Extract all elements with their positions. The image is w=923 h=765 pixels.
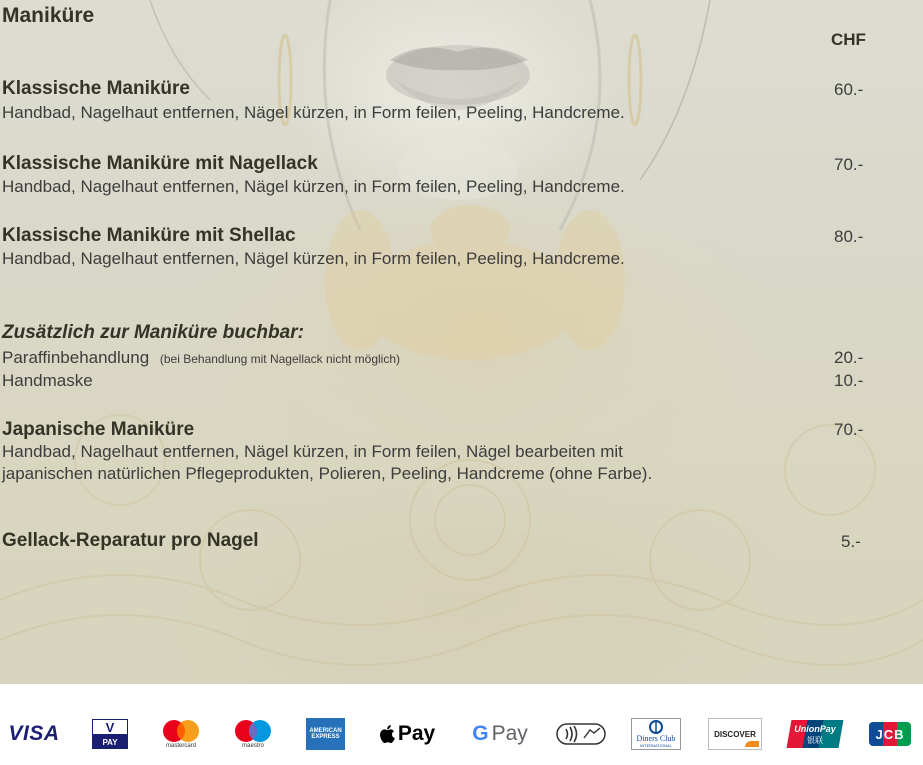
service-description: Handbad, Nagelhaut entfernen, Nägel kürzen, in Form feilen, Nägel bearbeiten mit [2,442,623,461]
payment-methods-bar [0,684,923,765]
apple-pay-icon: Pay [373,718,441,750]
addon-price: 20.- [834,348,864,367]
service-price: 60.- [834,80,864,99]
service-name: Japanische Maniküre [2,419,195,440]
unionpay-icon: UnionPay 银联 [789,718,841,750]
contactless-icon [556,718,608,750]
amex-icon: AMERICAN EXPRESS [306,718,345,750]
currency-header: CHF [831,30,866,49]
addon-item [2,348,400,368]
service-name: Klassische Maniküre [2,78,190,99]
addon-name: Handmaske [2,371,93,390]
service-name: Klassische Maniküre mit Nagellack [2,153,318,174]
addons-heading: Zusätzlich zur Maniküre buchbar: [2,322,304,343]
maestro-icon: maestro [230,718,276,750]
service-description: Handbad, Nagelhaut entfernen, Nägel kürzen, in Form feilen, Peeling, Handcreme. [2,249,625,268]
service-price: 70.- [834,420,864,439]
vpay-icon: V PAY [92,718,128,750]
service-description: Handbad, Nagelhaut entfernen, Nägel kürzen, in Form feilen, Peeling, Handcreme. [2,103,625,122]
visa-icon: VISA [8,722,60,745]
service-description: Handbad, Nagelhaut entfernen, Nägel kürzen, in Form feilen, Peeling, Handcreme. [2,177,625,196]
service-price: 80.- [834,227,864,246]
service-price: 70.- [834,155,864,174]
google-pay-icon: G Pay [472,722,528,745]
apple-icon [379,724,397,744]
addon-name: Paraffinbehandlung [2,348,150,367]
jcb-icon: JCB [869,718,911,750]
diners-club-icon: Diners Club INTERNATIONAL [631,718,681,750]
service-price: 5.- [841,532,861,551]
discover-icon: DISCOVER [708,718,762,750]
service-name: Gellack-Reparatur pro Nagel [2,530,259,551]
mastercard-icon: mastercard [158,718,204,750]
page-title: Maniküre [2,4,95,27]
service-name: Klassische Maniküre mit Shellac [2,225,296,246]
service-description: japanischen natürlichen Pflegeprodukten, Polieren, Peeling, Handcreme (ohne Farbe). [2,464,653,483]
addon-note: (bei Behandlung mit Nagellack nicht möglich) [159,352,401,366]
addon-price: 10.- [834,371,864,390]
